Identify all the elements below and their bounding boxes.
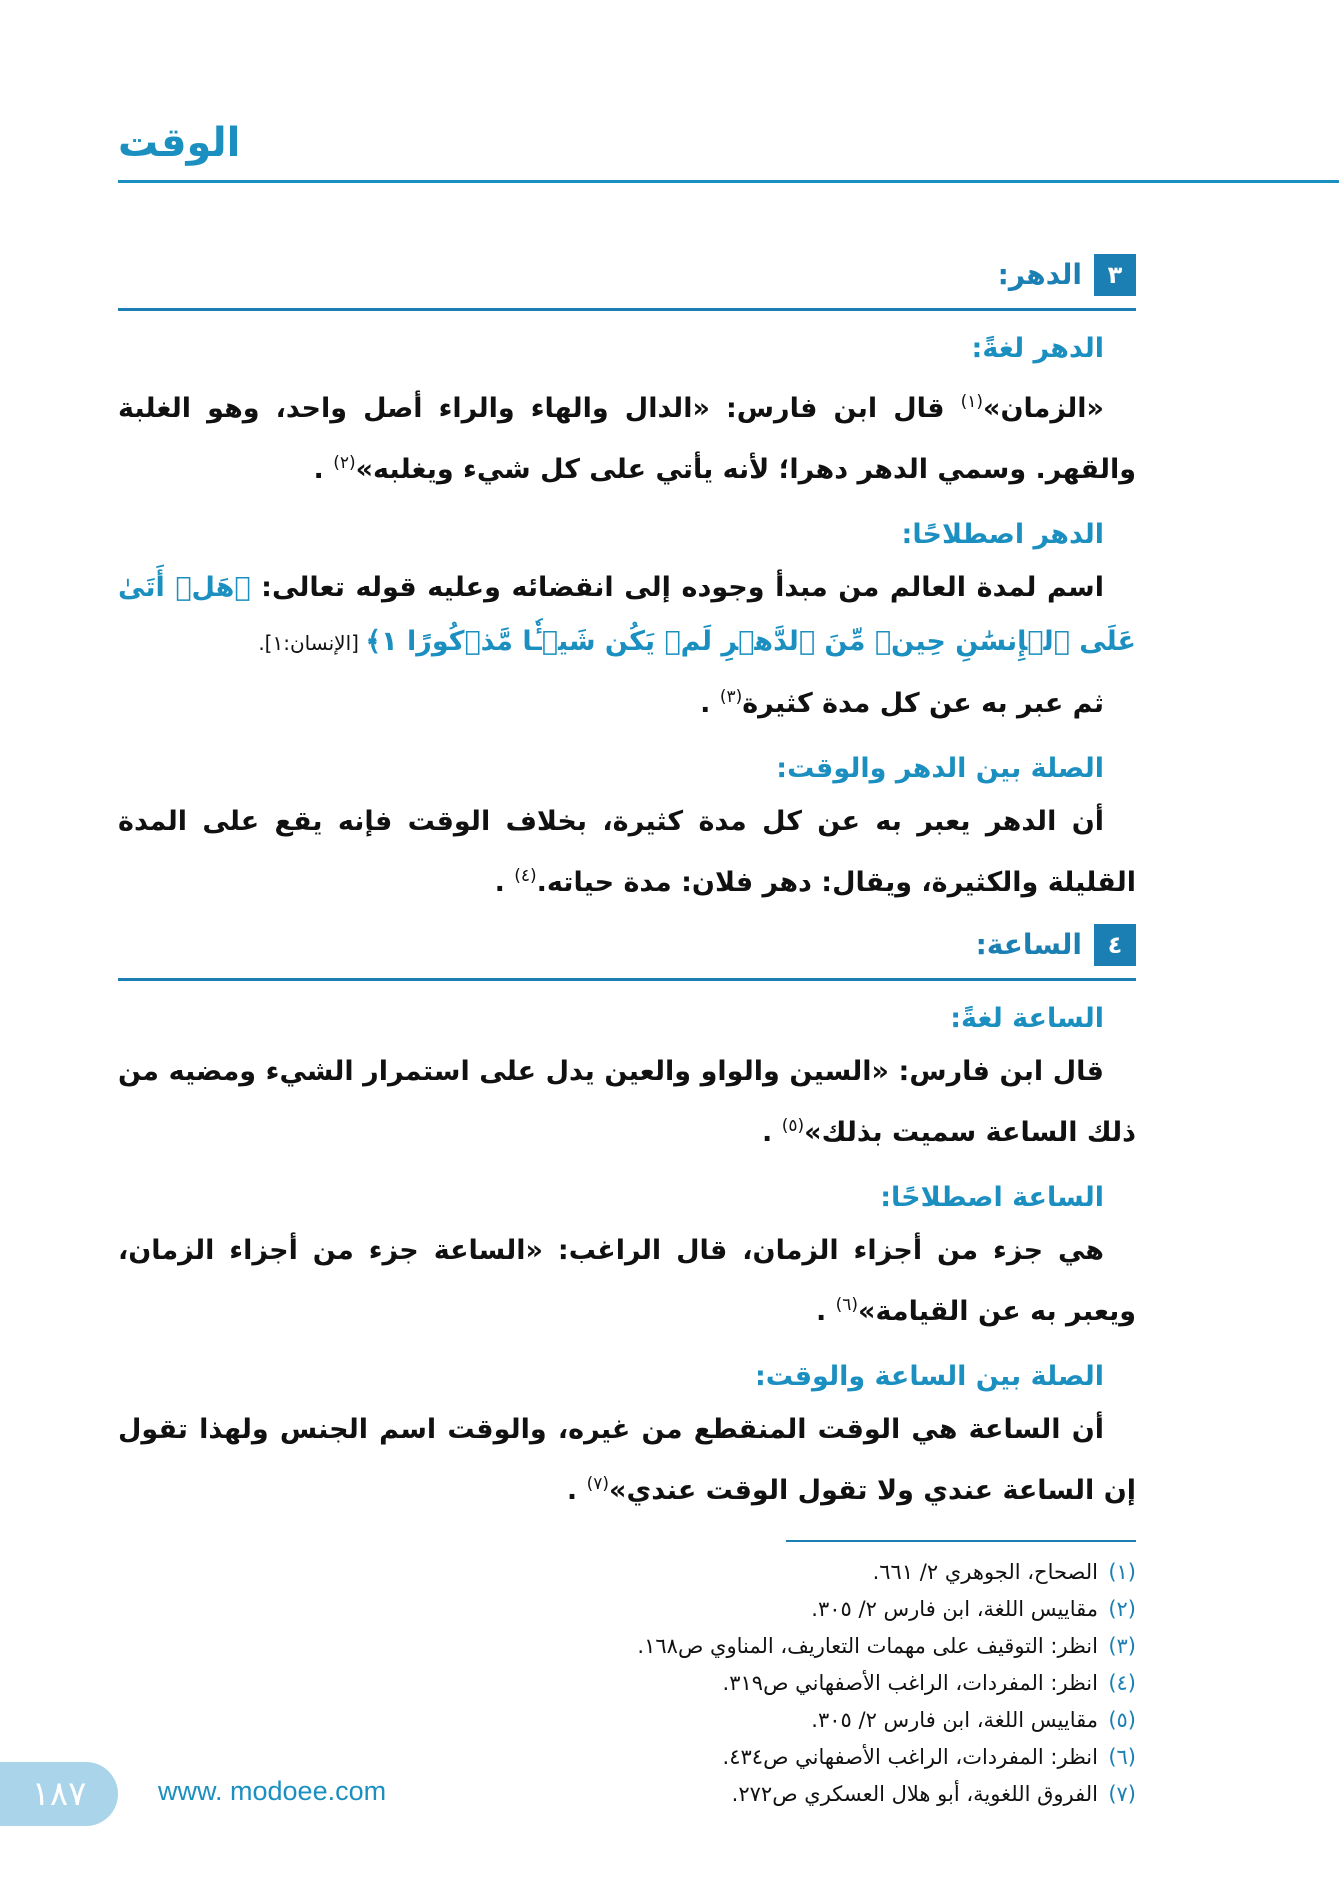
- para-text: قال ابن فارس: «السين والواو والعين يدل على استمرار الشيء ومضيه من ذلك الساعة سميت بذلك»: [118, 1056, 1136, 1148]
- footnotes: [118, 1554, 1136, 1813]
- para-text: أن الساعة هي الوقت المنقطع من غيره، والوقت اسم الجنس ولهذا تقول إن الساعة عندي ولا تقول الوقت عندي»: [118, 1414, 1136, 1506]
- section-saa-heading: [118, 920, 1136, 966]
- footnote-text: انظر: المفردات، الراغب الأصفهاني ص٣١٩.: [722, 1671, 1098, 1695]
- subheading-term: الساعة اصطلاحًا:: [880, 1182, 1104, 1213]
- para-text: أن الدهر يعبر به عن كل مدة كثيرة، بخلاف الوقت فإنه يقع على المدة القليلة والكثيرة، ويقال: دهر فلان: مدة حياته.: [118, 806, 1136, 898]
- subheading-relation: الصلة بين الساعة والوقت:: [754, 1361, 1104, 1392]
- paragraph-term-2: ثم عبر به عن كل مدة كثيرة$^{(٣)}$ .: [700, 687, 1104, 719]
- paragraph-lang: «الزمان»$^{(١)}$ قال ابن فارس: «الدال والهاء والراء أصل واحد، وهو الغلبة والقهر. وسمي الدهر دهرا؛ لأنه يأتي على كل شيء ويغلبه»$^{(٢)}$ .: [118, 392, 1136, 485]
- page-title: الوقت: [118, 120, 241, 166]
- para-text: اسم لمدة العالم من مبدأ وجوده إلى انقضائه وعليه قوله تعالى:: [250, 572, 1104, 603]
- footnote: [118, 1591, 1136, 1628]
- verse-reference: [الإنسان:١].: [258, 631, 366, 655]
- footnote-number: (٥): [1108, 1708, 1136, 1732]
- subheading-lang: الساعة لغةً:: [950, 1003, 1104, 1034]
- footnote-number: (١): [1108, 1560, 1136, 1584]
- section-dahr-heading: [118, 250, 1136, 296]
- subheading-lang: الدهر لغةً:: [971, 333, 1104, 364]
- website-link[interactable]: www. modoee.com: [158, 1776, 387, 1806]
- footnote: [118, 1702, 1136, 1739]
- page-number: ١٨٧: [0, 1762, 118, 1826]
- section-title: الدهر:: [997, 258, 1082, 291]
- footnote-text: انظر: التوقيف على مهمات التعاريف، المناوي ص١٦٨.: [637, 1634, 1098, 1658]
- footnote-number: (٦): [1108, 1745, 1136, 1769]
- para-text: هي جزء من أجزاء الزمان، قال الراغب: «الساعة جزء من أجزاء الزمان، ويعبر به عن القيامة»: [118, 1235, 1136, 1327]
- footnote-number: (٤): [1108, 1671, 1136, 1695]
- footnote-ref[interactable]: (٣): [719, 687, 743, 707]
- footnote-number: (٢): [1108, 1597, 1136, 1621]
- subheading-relation: الصلة بين الدهر والوقت:: [776, 753, 1104, 784]
- footnote-ref[interactable]: (٧): [586, 1474, 610, 1494]
- footnote-number: (٧): [1108, 1782, 1136, 1806]
- para-text: قال ابن فارس: «الدال والهاء والراء أصل واحد، وهو الغلبة والقهر. وسمي الدهر دهرا؛ لأنه يأتي على كل شيء ويغلبه»: [118, 393, 1136, 485]
- section-title: الساعة:: [975, 928, 1082, 961]
- section-rule: [118, 978, 1136, 981]
- page-body: [118, 250, 1136, 1813]
- paragraph-relation: أن الدهر يعبر به عن كل مدة كثيرة، بخلاف الوقت فإنه يقع على المدة القليلة والكثيرة، ويقال: دهر فلان: مدة حياته.$^{(٤)}$ .: [118, 806, 1136, 898]
- section-rule: [118, 308, 1136, 311]
- subheading-term: الدهر اصطلاحًا:: [901, 519, 1104, 550]
- header-title-box: [118, 120, 318, 180]
- section-number: ٤: [1094, 924, 1136, 966]
- quran-verse: ﴿هَلۡ أَتَىٰ عَلَى ٱلۡإِنسَٰنِ حِينٞ مِّنَ ٱلدَّهۡرِ لَمۡ يَكُن شَيۡـٔٗا مَّذۡكُورًا ١﴾: [118, 572, 1136, 657]
- footnote-ref[interactable]: (٤): [514, 866, 537, 886]
- paragraph-relation: أن الساعة هي الوقت المنقطع من غيره، والوقت اسم الجنس ولهذا تقول إن الساعة عندي ولا تقول الوقت عندي»$^{(٧)}$ .: [118, 1414, 1136, 1506]
- paragraph-term: هي جزء من أجزاء الزمان، قال الراغب: «الساعة جزء من أجزاء الزمان، ويعبر به عن القيامة»$^{(٦)}$ .: [118, 1235, 1136, 1327]
- footnote-ref[interactable]: (٥): [781, 1116, 805, 1136]
- paragraph-term: [118, 561, 1136, 670]
- footnote-ref[interactable]: (٦): [835, 1295, 859, 1315]
- para-text: ثم عبر به عن كل مدة كثيرة: [742, 688, 1104, 719]
- footnote-text: مقاييس اللغة، ابن فارس ٢/ ٣٠٥.: [811, 1597, 1098, 1621]
- footnote-text: الفروق اللغوية، أبو هلال العسكري ص٢٧٢.: [731, 1782, 1098, 1806]
- footnote-text: مقاييس اللغة، ابن فارس ٢/ ٣٠٥.: [811, 1708, 1098, 1732]
- footnote-text: الصحاح، الجوهري ٢/ ٦٦١.: [872, 1560, 1098, 1584]
- paragraph-lang: قال ابن فارس: «السين والواو والعين يدل على استمرار الشيء ومضيه من ذلك الساعة سميت بذلك»$^{(٥)}$ .: [118, 1056, 1136, 1148]
- section-number: ٣: [1094, 254, 1136, 296]
- footnote: [118, 1739, 1136, 1776]
- footnote-number: (٣): [1108, 1634, 1136, 1658]
- para-text: «الزمان»: [983, 393, 1104, 424]
- footnote-ref[interactable]: (١): [960, 392, 984, 412]
- footnote: [118, 1628, 1136, 1665]
- footnote: [118, 1554, 1136, 1591]
- header-rule: [118, 180, 1339, 183]
- footnote-rule: [786, 1540, 1136, 1542]
- footnote: [118, 1665, 1136, 1702]
- footnote-ref[interactable]: (٢): [333, 453, 356, 473]
- footnote-text: انظر: المفردات، الراغب الأصفهاني ص٤٣٤.: [722, 1745, 1098, 1769]
